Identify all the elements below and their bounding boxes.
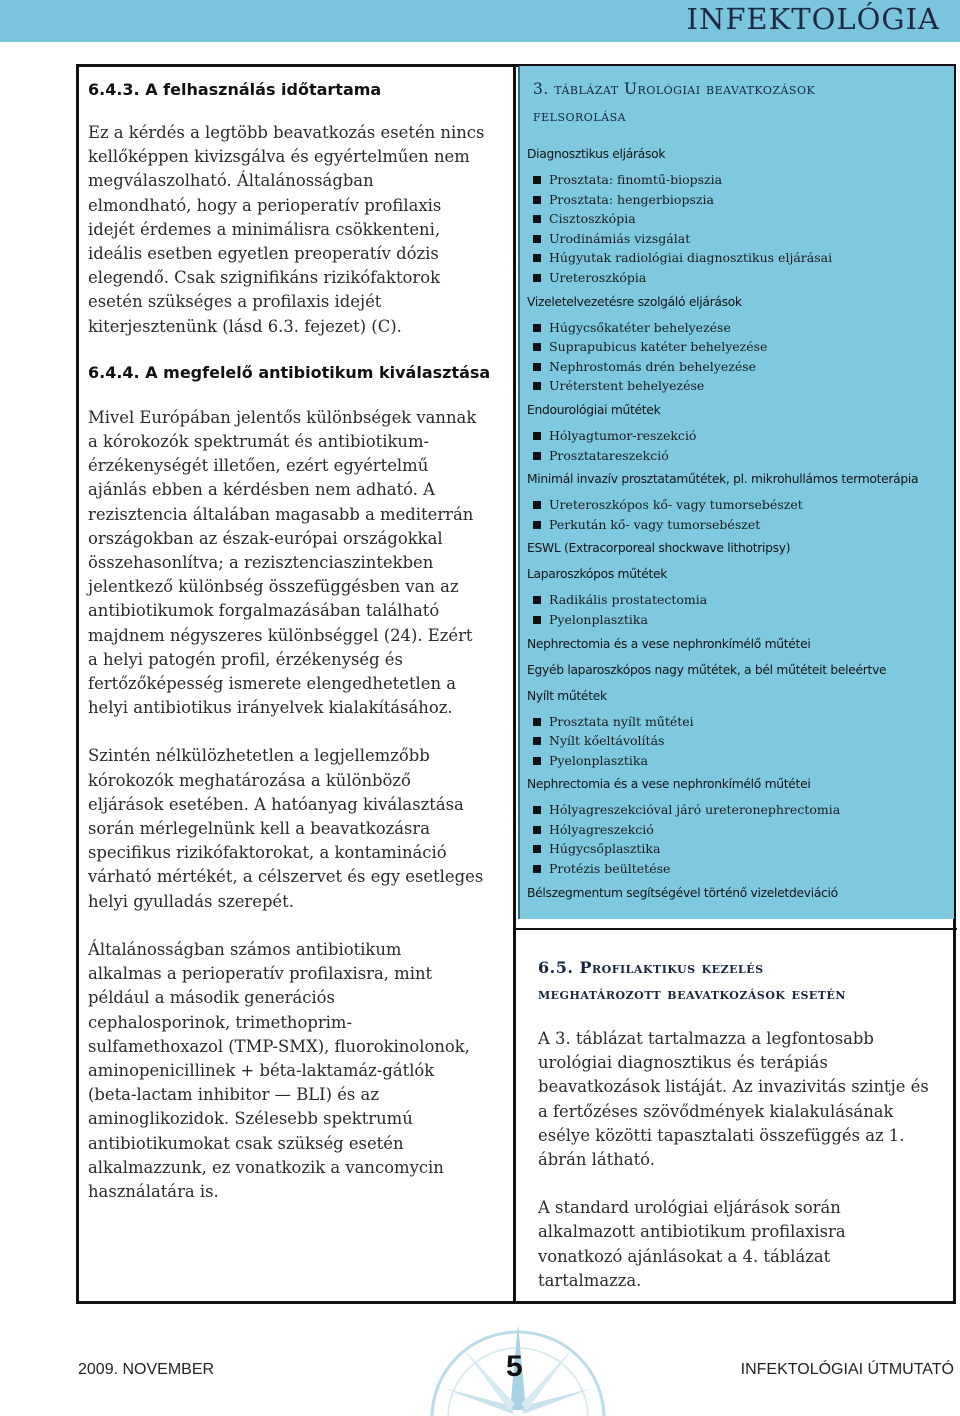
text-line: Általánosságban számos antibiotikum: [88, 939, 402, 959]
section-title-prophylaxis: [538, 955, 948, 1007]
text-line: aminoglikozidok. Szélesebb spektrumú: [88, 1109, 413, 1129]
text-line: várható mértékét, a célszervet és egy esetleges: [88, 867, 484, 887]
text-line: kellőképpen kivizsgálva és egyértelműen nem: [88, 147, 470, 167]
table-list-item: [527, 859, 952, 879]
text-line: például a második generációs: [88, 988, 335, 1008]
table-list-item-label: Cisztoszkópia: [549, 211, 636, 227]
text-line: kórokozók meghatározása a különböző: [88, 770, 411, 790]
table-list-item: [527, 376, 952, 396]
table-list-item-label: Húgycsőplasztika: [549, 841, 661, 857]
text-line: antibiotikumokat csak szükség esetén: [88, 1133, 404, 1153]
text-line: ideális esetben egyetlen preoperatív dózis: [88, 244, 439, 264]
square-bullet-icon: [533, 196, 541, 204]
square-bullet-icon: [533, 254, 541, 262]
table-list-item-label: Hólyagreszekció: [549, 821, 654, 837]
square-bullet-icon: [533, 737, 541, 745]
text-line: elmondható, hogy a perioperatív profilaxis: [88, 195, 442, 215]
table-3-body: [527, 144, 952, 909]
paragraph-pathogens: [88, 744, 503, 913]
text-line: során mérlegelnünk kell a beavatkozásra: [88, 819, 431, 839]
text-line: alkalmas a perioperatív profilaxisra, mint: [88, 964, 433, 984]
table-category: Bélszegmentum segítségével történő vizeletdeviáció: [527, 885, 838, 900]
table-list-item-label: Pyelonplasztika: [549, 611, 648, 627]
table-list-item: [527, 712, 952, 732]
text-line: kiterjesztenünk (lásd 6.3. fejezet) (C).: [88, 316, 402, 336]
table-3-title: [533, 76, 943, 130]
table-list-item-label: Protézis beültetése: [549, 861, 671, 877]
table-list-item: [527, 800, 952, 820]
text-line: antibiotikumok forgalmazásában található: [88, 601, 440, 621]
square-bullet-icon: [533, 718, 541, 726]
section-title-antibiotic-choice: 6.4.4. A megfelelő antibiotikum kiválasztása: [88, 362, 491, 382]
right-lower-column: [538, 955, 948, 1293]
text-line: helyi gyulladás szerepét.: [88, 891, 294, 911]
text-line: sulfamethoxazol (TMP-SMX), fluorokinolonok,: [88, 1036, 470, 1056]
table-list-item: [527, 731, 952, 751]
table-list-item-label: Suprapubicus katéter behelyezése: [549, 339, 768, 355]
table-list-item-label: Húgyutak radiológiai diagnosztikus eljárásai: [549, 250, 833, 266]
table-category: Diagnosztikus eljárások: [527, 147, 666, 161]
table-list-item-label: Nyílt kőeltávolítás: [549, 733, 665, 749]
text-line: beavatkozások listáját. Az invazivitás szintje és: [538, 1077, 929, 1097]
table-list-item: [527, 318, 952, 338]
text-line: a kórokozók spektrumát és antibiotikum-: [88, 432, 430, 452]
square-bullet-icon: [533, 274, 541, 282]
square-bullet-icon: [533, 324, 541, 332]
table-list-item: [527, 820, 952, 840]
table-list-item: [527, 610, 952, 630]
table-list-item-label: Prosztatareszekció: [549, 447, 669, 463]
table-list-item-label: Radikális prostatectomia: [549, 592, 708, 608]
text-line: megválaszolható. Általánosságban: [88, 171, 374, 191]
paragraph-antibiotic-choice: [88, 406, 503, 721]
table-category: Nephrectomia és a vese nephronkímélő műtétei: [527, 777, 811, 792]
square-bullet-icon: [533, 757, 541, 765]
text-line: vonatkozó ajánlásokat a 4. táblázat: [538, 1246, 831, 1266]
table-list-item-label: Pyelonplasztika: [549, 752, 648, 768]
square-bullet-icon: [533, 363, 541, 371]
text-line: fertőzőképesség ismerete elengedhetetlen a: [88, 674, 457, 694]
text-line: országokban az észak-európai országokkal: [88, 528, 443, 548]
square-bullet-icon: [533, 452, 541, 460]
square-bullet-icon: [533, 865, 541, 873]
footer-publication: INFEKTOLÓGIAI ÚTMUTATÓ: [740, 1361, 954, 1378]
text-line: esetén szükséges a profilaxis idejét: [88, 292, 382, 312]
left-column: [88, 76, 503, 1204]
table-category: Egyéb laparoszkópos nagy műtétek, a bél műtéteit beleértve: [527, 662, 887, 677]
table-category: Laparoszkópos műtétek: [527, 567, 668, 582]
table-list-item-label: Húgycsőkatéter behelyezése: [549, 319, 731, 335]
text-line: cephalosporinok, trimethoprim-: [88, 1012, 353, 1032]
table-category: Minimál invazív prosztataműtétek, pl. mikrohullámos termoterápia: [527, 472, 919, 487]
table-list-item: [527, 170, 952, 190]
table-list-item-label: Nephrostomás drén behelyezése: [549, 358, 757, 374]
square-bullet-icon: [533, 845, 541, 853]
footer-date: 2009. NOVEMBER: [78, 1361, 215, 1378]
table-list-item: [527, 495, 952, 515]
square-bullet-icon: [533, 215, 541, 223]
table-category: Endourológiai műtétek: [527, 402, 661, 417]
text-line: a fertőzéses szövődmények kialakulásának: [538, 1101, 894, 1121]
square-bullet-icon: [533, 596, 541, 604]
table-list-item: [527, 446, 952, 466]
square-bullet-icon: [533, 176, 541, 184]
square-bullet-icon: [533, 343, 541, 351]
square-bullet-icon: [533, 235, 541, 243]
column-divider: [513, 64, 516, 1304]
text-line: ábrán látható.: [538, 1150, 655, 1170]
paragraph-recommendations: [538, 1196, 948, 1293]
table-list-item: [527, 590, 952, 610]
table-category: Nyílt műtétek: [527, 688, 607, 703]
page-number: 5: [506, 1350, 523, 1383]
square-bullet-icon: [533, 826, 541, 834]
text-line: használatára is.: [88, 1181, 219, 1201]
table-category: ESWL (Extracorporeal shockwave lithotripsy): [527, 541, 791, 556]
table-list-item: [527, 839, 952, 859]
text-line: felsorolása: [533, 107, 627, 125]
square-bullet-icon: [533, 501, 541, 509]
table-list-item-label: Urodinámiás vizsgálat: [549, 230, 691, 246]
square-bullet-icon: [533, 432, 541, 440]
text-line: aminopenicillinek + béta-laktamáz-gátlók: [88, 1060, 435, 1080]
text-line: esélye közötti tapasztalati összefüggés az 1.: [538, 1125, 905, 1145]
table-list-item: [527, 229, 952, 249]
table-list-item-label: Prosztata: hengerbiopszia: [549, 191, 714, 207]
paragraph-antibiotics-list: [88, 938, 503, 1204]
text-line: A 3. táblázat tartalmazza a legfontosabb: [538, 1029, 874, 1048]
text-line: eljárások esetében. A hatóanyag kiválasztása: [88, 794, 464, 814]
text-line: meghatározott beavatkozások esetén: [538, 984, 846, 1003]
table-category: Vizeletelvezetésre szolgáló eljárások: [527, 294, 742, 309]
table-list-item-label: Prosztata: finomtű-biopszia: [549, 172, 723, 187]
text-line: rezisztencia általában magasabb a mediterrán: [88, 504, 474, 524]
table-list-item: [527, 426, 952, 446]
text-line: érzékenységét illetően, ezért egyértelmű: [88, 456, 429, 476]
table-list-item: [527, 357, 952, 377]
text-line: ajánlás ebben a kérdésben nem adható. A: [88, 480, 436, 500]
text-line: (beta-lactam inhibitor — BLI) és az: [88, 1085, 379, 1105]
table-list-item: [527, 190, 952, 210]
square-bullet-icon: [533, 521, 541, 529]
table-list-item: [527, 268, 952, 288]
text-line: tartalmazza.: [538, 1270, 642, 1290]
text-line: Mivel Európában jelentős különbségek vannak: [88, 407, 477, 427]
table-list-item: [527, 209, 952, 229]
text-line: idejét érdemes a minimálisra csökkenteni,: [88, 219, 441, 239]
table-list-item-label: Hólyagtumor-reszekció: [549, 427, 697, 443]
text-line: majdnem négyszeres különbséggel (24). Ezért: [88, 625, 473, 645]
page-header-title: INFEKTOLÓGIA: [686, 2, 940, 36]
table-list-item-label: Hólyagreszekcióval járó ureteronephrectomia: [549, 802, 841, 818]
text-line: a helyi patogén profil, érzékenység és: [88, 649, 403, 669]
table-list-item-label: Uréterstent behelyezése: [549, 378, 705, 394]
table-category: Nephrectomia és a vese nephronkímélő műtétei: [527, 636, 811, 651]
paragraph-table-reference: [538, 1027, 948, 1172]
square-bullet-icon: [533, 382, 541, 390]
text-line: összehasonlítva; a rezisztenciaszintekben: [88, 553, 434, 573]
table-list-item: [527, 337, 952, 357]
section-title-duration: 6.4.3. A felhasználás időtartama: [88, 80, 382, 99]
table-list-item-label: Prosztata nyílt műtétei: [549, 713, 694, 729]
table-list-item: [527, 248, 952, 268]
text-line: alkalmazzunk, ez vonatkozik a vancomycin: [88, 1157, 444, 1177]
square-bullet-icon: [533, 806, 541, 814]
table-list-item: [527, 515, 952, 535]
table-list-item-label: Ureteroszkópos kő- vagy tumorsebészet: [549, 497, 803, 513]
text-line: alkalmazott antibiotikum profilaxisra: [538, 1222, 846, 1242]
square-bullet-icon: [533, 616, 541, 624]
text-line: A standard urológiai eljárások során: [538, 1198, 841, 1218]
text-line: jelentkező különbség összefüggésben van az: [88, 577, 459, 597]
text-line: helyi antibiotikus irányelvek kialakításához.: [88, 698, 453, 718]
text-line: 3. táblázat Urológiai beavatkozások: [533, 80, 816, 98]
text-line: urológiai diagnosztikus és terápiás: [538, 1053, 828, 1073]
table-list-item: [527, 751, 952, 771]
table-list-item-label: Perkután kő- vagy tumorsebészet: [549, 516, 761, 532]
text-line: Ez a kérdés a legtöbb beavatkozás esetén nincs: [88, 123, 485, 142]
table-list-item-label: Ureteroszkópia: [549, 269, 647, 285]
paragraph-duration: [88, 121, 503, 339]
text-line: 6.5. Profilaktikus kezelés: [538, 958, 764, 977]
horizontal-divider: [516, 928, 957, 930]
text-line: elegendő. Csak szignifikáns rizikófaktorok: [88, 268, 441, 288]
text-line: specifikus rizikófaktorokat, a kontamináció: [88, 843, 447, 863]
text-line: Szintén nélkülözhetetlen a legjellemzőbb: [88, 746, 430, 766]
